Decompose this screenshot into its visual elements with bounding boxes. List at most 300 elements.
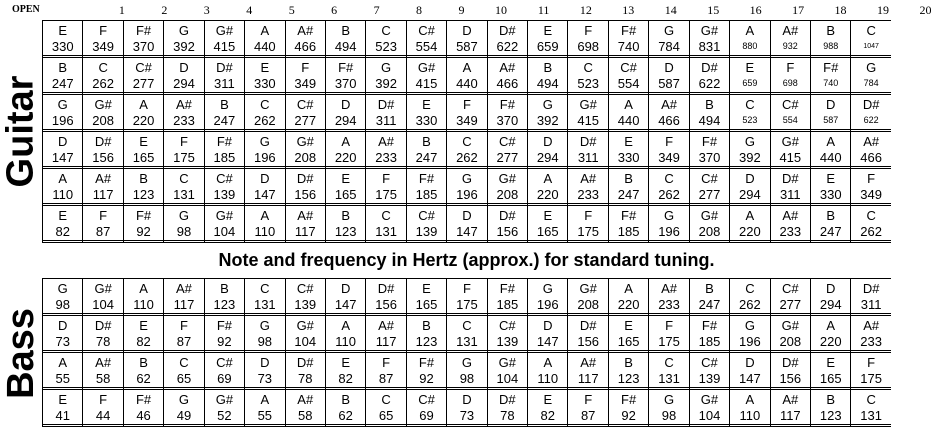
note-name: F <box>462 281 471 296</box>
note-frequency: 92 <box>407 371 446 388</box>
note-name: F# <box>823 60 839 75</box>
bass-note-cell <box>244 279 284 316</box>
note-frequency: 87 <box>164 334 203 351</box>
note-frequency: 185 <box>488 297 527 314</box>
note-frequency: 156 <box>568 334 607 351</box>
bass-note-cell <box>729 279 769 316</box>
note-name: C# <box>781 97 799 112</box>
note-name: D# <box>499 208 516 223</box>
bass-note-cell <box>487 316 527 353</box>
fret-header-9: 9 <box>458 3 465 17</box>
note-frequency: 494 <box>528 76 567 93</box>
note-name: C <box>583 60 593 75</box>
note-name: G <box>178 23 190 38</box>
guitar-note-cell <box>446 169 486 206</box>
note-frequency: 104 <box>205 224 244 241</box>
bass-note-cell <box>689 390 729 427</box>
note-name: E <box>260 60 270 75</box>
guitar-note-cell <box>770 95 810 132</box>
note-frequency: 123 <box>124 187 163 204</box>
note-frequency: 165 <box>528 224 567 241</box>
note-name: F <box>180 318 188 333</box>
note-name: G# <box>498 171 517 186</box>
note-frequency: 247 <box>407 150 446 167</box>
bass-note-cell <box>446 279 486 316</box>
bass-note-cell <box>446 316 486 353</box>
note-name: A# <box>297 392 314 407</box>
note-name: G# <box>417 60 436 75</box>
guitar-note-cell <box>123 206 163 243</box>
note-name: F# <box>621 392 637 407</box>
note-name: G <box>178 208 190 223</box>
note-name: E <box>341 171 350 186</box>
note-name: F <box>382 355 391 370</box>
note-frequency: 131 <box>366 224 405 241</box>
note-name: G <box>542 281 553 296</box>
guitar-note-cell <box>42 95 82 132</box>
note-frequency: 139 <box>407 224 446 241</box>
note-name: D <box>462 23 472 38</box>
note-frequency: 466 <box>649 113 688 130</box>
fret-header-5: 5 <box>288 3 295 17</box>
guitar-note-cell <box>648 132 688 169</box>
note-frequency: 277 <box>771 297 810 314</box>
note-name: F# <box>135 392 152 407</box>
note-frequency: 330 <box>811 187 850 204</box>
note-frequency: 123 <box>811 408 850 425</box>
guitar-note-cell <box>810 132 850 169</box>
note-frequency: 262 <box>851 224 890 241</box>
note-name: B <box>705 97 714 112</box>
note-name: D <box>462 208 472 223</box>
guitar-note-cell <box>527 21 567 58</box>
note-name: G <box>663 208 675 223</box>
note-name: G# <box>94 281 112 296</box>
note-name: G <box>461 171 472 186</box>
note-frequency: 208 <box>83 113 122 130</box>
bass-note-cell <box>850 353 890 390</box>
note-frequency: 349 <box>286 76 325 93</box>
note-frequency: 740 <box>609 39 648 56</box>
note-frequency: 82 <box>43 224 82 241</box>
note-name: G# <box>700 23 719 38</box>
note-frequency: 247 <box>690 297 729 314</box>
note-name: B <box>826 23 836 38</box>
note-frequency: 554 <box>407 39 446 56</box>
bass-note-cell <box>123 279 163 316</box>
note-frequency: 554 <box>771 113 810 130</box>
note-name: C <box>866 208 876 223</box>
note-name: A# <box>297 208 314 223</box>
note-name: C# <box>216 171 233 186</box>
guitar-note-cell <box>729 169 769 206</box>
note-frequency: 165 <box>124 150 163 167</box>
guitar-note-cell <box>527 206 567 243</box>
note-frequency: 117 <box>286 224 325 241</box>
guitar-note-cell <box>82 95 122 132</box>
guitar-note-cell <box>648 206 688 243</box>
guitar-note-cell <box>365 206 405 243</box>
note-frequency: 466 <box>488 76 527 93</box>
bass-note-cell <box>527 390 567 427</box>
guitar-note-cell <box>567 21 607 58</box>
bass-note-cell <box>406 316 446 353</box>
note-name: C# <box>135 60 152 75</box>
note-name: A# <box>95 355 112 370</box>
note-name: A <box>58 355 68 370</box>
note-name: B <box>341 392 350 407</box>
note-name: G# <box>781 134 799 149</box>
note-frequency: 554 <box>609 76 648 93</box>
guitar-note-cell <box>810 206 850 243</box>
note-frequency: 58 <box>83 371 122 388</box>
note-frequency: 233 <box>568 187 607 204</box>
guitar-note-cell <box>487 95 527 132</box>
note-frequency: 392 <box>164 39 203 56</box>
note-name: C# <box>418 392 435 407</box>
note-name: F <box>867 355 876 370</box>
guitar-note-cell <box>406 132 446 169</box>
guitar-note-cell <box>487 58 527 95</box>
guitar-note-cell <box>163 132 203 169</box>
note-name: D <box>179 60 189 75</box>
bass-note-cell <box>365 390 405 427</box>
note-name: B <box>220 281 229 296</box>
note-frequency: 349 <box>83 39 122 56</box>
note-name: C <box>462 134 472 149</box>
note-name: E <box>624 318 633 333</box>
note-frequency: 131 <box>447 334 486 351</box>
note-frequency: 147 <box>447 224 486 241</box>
note-name: F <box>301 60 310 75</box>
fret-header-15: 15 <box>707 3 720 17</box>
note-frequency: 784 <box>649 39 688 56</box>
note-frequency: 196 <box>649 224 688 241</box>
note-name: F# <box>135 23 152 38</box>
note-frequency: 262 <box>245 113 284 130</box>
note-frequency: 392 <box>366 76 405 93</box>
guitar-note-cell <box>446 132 486 169</box>
fret-header-13: 13 <box>622 3 635 17</box>
guitar-note-cell <box>285 132 325 169</box>
note-name: A# <box>580 355 597 370</box>
note-name: D# <box>499 392 516 407</box>
bass-note-cell <box>123 353 163 390</box>
guitar-note-cell <box>729 206 769 243</box>
guitar-note-cell <box>729 21 769 58</box>
note-frequency: 92 <box>205 334 244 351</box>
bass-note-cell <box>365 316 405 353</box>
note-frequency: 131 <box>649 371 688 388</box>
note-name: B <box>826 392 836 407</box>
guitar-string-row <box>42 21 891 58</box>
bass-note-cell <box>567 353 607 390</box>
note-name: D# <box>862 97 880 112</box>
guitar-note-cell <box>527 95 567 132</box>
note-frequency: 73 <box>43 334 82 351</box>
note-frequency: 98 <box>164 224 203 241</box>
guitar-note-cell <box>82 132 122 169</box>
note-frequency: 494 <box>690 113 729 130</box>
note-frequency: 277 <box>690 187 729 204</box>
guitar-note-cell <box>608 95 648 132</box>
note-name: A <box>745 208 755 223</box>
note-name: A <box>826 134 836 149</box>
bass-note-cell <box>608 316 648 353</box>
note-frequency: 311 <box>771 187 810 204</box>
bass-note-cell <box>689 316 729 353</box>
bass-note-cell <box>82 316 122 353</box>
note-name: D# <box>499 23 516 38</box>
note-name: D# <box>94 134 112 149</box>
guitar-note-cell <box>82 58 122 95</box>
note-name: A# <box>782 23 799 38</box>
note-name: F <box>180 134 188 149</box>
guitar-note-cell <box>608 169 648 206</box>
note-frequency: 139 <box>488 334 527 351</box>
note-frequency: 208 <box>488 187 527 204</box>
note-name: B <box>139 171 148 186</box>
note-name: F# <box>499 281 515 296</box>
bass-note-cell <box>527 279 567 316</box>
note-name: F# <box>338 60 354 75</box>
note-name: G# <box>215 23 234 38</box>
bass-note-cell <box>487 279 527 316</box>
note-frequency: 69 <box>205 371 244 388</box>
note-name: G <box>461 355 472 370</box>
bass-note-cell <box>163 390 203 427</box>
note-name: C# <box>701 171 718 186</box>
guitar-string-row <box>42 206 891 243</box>
note-name: A <box>462 60 472 75</box>
note-frequency: 220 <box>730 224 769 241</box>
guitar-note-cell <box>850 132 890 169</box>
guitar-note-cell <box>406 95 446 132</box>
note-name: D# <box>781 171 799 186</box>
note-frequency: 233 <box>851 334 890 351</box>
note-frequency: 370 <box>690 150 729 167</box>
bass-note-cell <box>82 353 122 390</box>
note-frequency: 110 <box>730 408 769 425</box>
fret-number-header <box>0 0 931 20</box>
guitar-note-cell <box>42 132 82 169</box>
bass-note-cell <box>285 390 325 427</box>
note-frequency: 110 <box>43 187 82 204</box>
note-frequency: 139 <box>286 297 325 314</box>
note-frequency: 104 <box>286 334 325 351</box>
note-name: G <box>57 281 68 296</box>
guitar-note-cell <box>123 169 163 206</box>
bass-note-cell <box>42 316 82 353</box>
guitar-note-cell <box>648 58 688 95</box>
note-frequency: 196 <box>43 113 82 130</box>
fret-header-16: 16 <box>749 3 762 17</box>
guitar-note-cell <box>850 169 890 206</box>
note-name: G <box>381 60 392 75</box>
note-frequency: 247 <box>811 224 850 241</box>
note-name: D# <box>296 171 314 186</box>
bass-note-cell <box>850 390 890 427</box>
note-name: D <box>260 355 270 370</box>
note-frequency: 392 <box>528 113 567 130</box>
guitar-note-cell <box>567 132 607 169</box>
note-frequency: 440 <box>447 76 486 93</box>
bass-note-cell <box>325 316 365 353</box>
note-name: F# <box>499 97 515 112</box>
guitar-note-cell <box>42 206 82 243</box>
note-frequency: 220 <box>609 297 648 314</box>
note-name: E <box>543 392 553 407</box>
note-frequency: 156 <box>286 187 325 204</box>
note-frequency: 311 <box>851 297 890 314</box>
bass-note-cell <box>770 279 810 316</box>
note-frequency: 698 <box>568 39 607 56</box>
note-name: G# <box>579 97 597 112</box>
note-name: C <box>866 392 876 407</box>
note-name: A# <box>95 171 112 186</box>
note-frequency: 466 <box>851 150 890 167</box>
guitar-note-cell <box>648 21 688 58</box>
bass-label <box>0 278 42 428</box>
guitar-string-row <box>42 95 891 132</box>
note-name: G# <box>781 318 799 333</box>
bass-note-cell <box>527 316 567 353</box>
guitar-note-cell <box>365 58 405 95</box>
note-frequency: 831 <box>690 39 729 56</box>
note-frequency: 55 <box>43 371 82 388</box>
fret-header-12: 12 <box>579 3 592 17</box>
note-frequency: 87 <box>366 371 405 388</box>
note-frequency: 123 <box>407 334 446 351</box>
guitar-string-row <box>42 132 891 169</box>
note-frequency: 262 <box>730 297 769 314</box>
note-name: C# <box>296 281 314 296</box>
note-name: C <box>260 281 270 296</box>
note-name: D# <box>296 355 314 370</box>
note-name: G# <box>700 392 719 407</box>
fret-header-14: 14 <box>664 3 677 17</box>
note-name: D <box>826 281 836 296</box>
note-frequency: 698 <box>771 76 810 93</box>
note-name: A <box>543 171 553 186</box>
note-frequency: 208 <box>690 224 729 241</box>
guitar-note-cell <box>406 169 446 206</box>
note-frequency: 415 <box>407 76 446 93</box>
note-frequency: 98 <box>447 371 486 388</box>
note-frequency: 262 <box>447 150 486 167</box>
fret-header-open: OPEN <box>12 4 40 15</box>
note-name: D <box>664 60 674 75</box>
note-frequency: 659 <box>528 39 567 56</box>
bass-note-cell <box>123 390 163 427</box>
note-frequency: 208 <box>568 297 607 314</box>
note-name: B <box>543 60 553 75</box>
note-frequency: 587 <box>811 113 850 130</box>
note-frequency: 277 <box>488 150 527 167</box>
note-name: E <box>422 97 431 112</box>
note-frequency: 78 <box>286 371 325 388</box>
note-name: C <box>98 60 108 75</box>
note-name: F <box>382 171 391 186</box>
note-name: C <box>745 281 755 296</box>
fret-header-11: 11 <box>537 3 550 17</box>
guitar-note-cell <box>365 132 405 169</box>
note-frequency: 110 <box>326 334 365 351</box>
note-frequency: 622 <box>488 39 527 56</box>
bass-note-cell <box>567 279 607 316</box>
note-name: E <box>58 392 68 407</box>
fret-header-6: 6 <box>331 3 338 17</box>
note-name: D# <box>862 281 880 296</box>
note-frequency: 82 <box>326 371 365 388</box>
bass-note-cell <box>163 279 203 316</box>
bass-note-cell <box>204 316 244 353</box>
note-name: F <box>665 318 674 333</box>
bass-note-cell <box>770 316 810 353</box>
guitar-note-cell <box>689 132 729 169</box>
fret-header-18: 18 <box>834 3 847 17</box>
note-frequency: 104 <box>690 408 729 425</box>
bass-note-grid <box>42 278 891 427</box>
note-frequency: 165 <box>609 334 648 351</box>
note-name: F <box>99 208 108 223</box>
note-name: A <box>624 97 633 112</box>
bass-note-cell <box>42 279 82 316</box>
guitar-note-cell <box>689 169 729 206</box>
note-frequency: 208 <box>771 334 810 351</box>
guitar-note-cell <box>729 95 769 132</box>
note-name: F# <box>701 318 718 333</box>
note-name: C <box>381 23 391 38</box>
note-name: G# <box>700 208 719 223</box>
note-name: G# <box>215 392 234 407</box>
guitar-note-cell <box>82 206 122 243</box>
bass-note-cell <box>244 316 284 353</box>
guitar-note-cell <box>406 206 446 243</box>
note-name: D <box>745 355 755 370</box>
note-frequency: 117 <box>164 297 203 314</box>
note-name: G# <box>579 281 597 296</box>
bass-label-text: Bass <box>0 307 42 399</box>
bass-note-cell <box>285 316 325 353</box>
note-name: A <box>139 97 148 112</box>
bass-note-cell <box>204 279 244 316</box>
guitar-note-grid <box>42 20 891 243</box>
note-name: C <box>462 318 472 333</box>
guitar-note-cell <box>42 169 82 206</box>
note-frequency: 147 <box>43 150 82 167</box>
note-name: E <box>745 60 755 75</box>
note-frequency: 294 <box>164 76 203 93</box>
note-frequency: 466 <box>286 39 325 56</box>
note-frequency: 117 <box>771 408 810 425</box>
note-frequency: 139 <box>205 187 244 204</box>
guitar-note-cell <box>770 58 810 95</box>
bass-string-row <box>42 390 891 427</box>
guitar-note-cell <box>689 21 729 58</box>
note-name: A# <box>378 318 395 333</box>
guitar-note-cell <box>365 95 405 132</box>
note-name: A <box>260 23 270 38</box>
guitar-note-cell <box>325 169 365 206</box>
note-frequency: 784 <box>851 76 890 93</box>
note-name: A# <box>863 134 880 149</box>
guitar-note-cell <box>42 21 82 58</box>
note-name: C# <box>216 355 233 370</box>
bass-note-cell <box>648 353 688 390</box>
note-frequency: 123 <box>326 224 365 241</box>
note-name: C# <box>781 281 799 296</box>
